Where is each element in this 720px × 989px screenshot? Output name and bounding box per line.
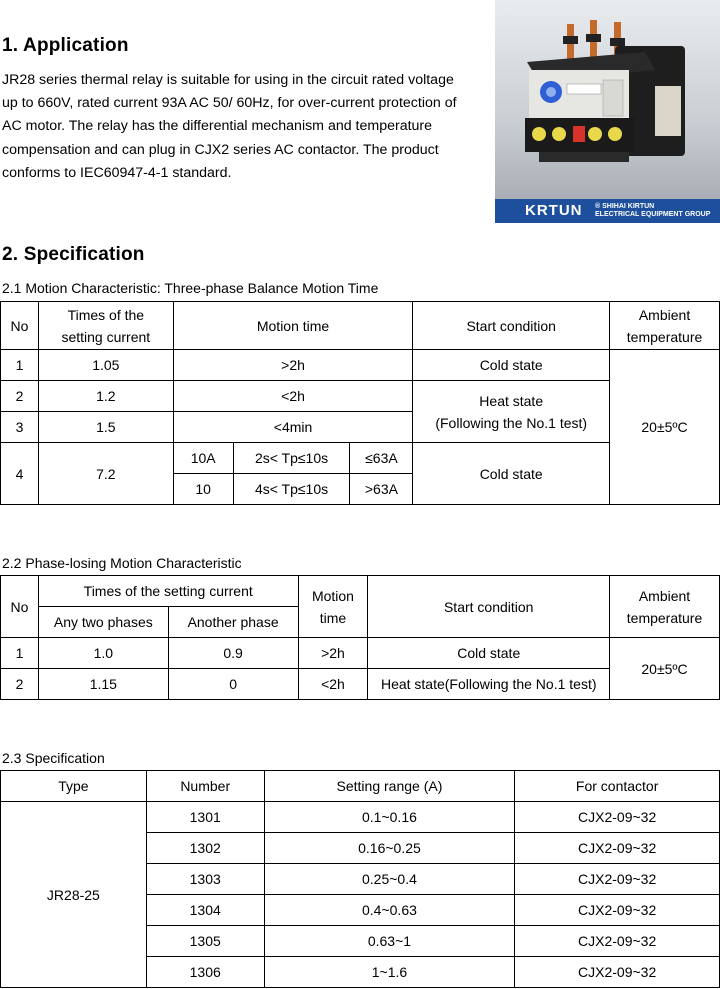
header-any-two-phases: Any two phases [38, 607, 168, 638]
cell-range: 0.16~0.25 [264, 833, 515, 864]
cell-range: 0.63~1 [264, 926, 515, 957]
cell-amp: >63A [350, 474, 413, 505]
cell-contactor: CJX2-09~32 [515, 957, 720, 988]
cell-current: 10 [173, 474, 233, 505]
brand-logo: KRTUN [525, 202, 583, 219]
cell-ambient: 20±5ºC [610, 350, 720, 505]
table-row [1, 638, 720, 669]
header-no: No [1, 302, 39, 350]
cell-start: Heat state (Following the No.1 test) [413, 381, 610, 443]
cell-number: 1303 [146, 864, 264, 895]
table2-caption: 2.2 Phase-losing Motion Characteristic [2, 555, 242, 571]
header-setting-range: Setting range (A) [264, 771, 515, 802]
cell-any: 1.0 [38, 638, 168, 669]
cell-times: 1.05 [38, 350, 173, 381]
header-ambient: Ambient temperature [610, 576, 720, 638]
header-motion-time: Motion time [298, 576, 368, 638]
paragraph-line: up to 660V, rated current 93A AC 50/ 60Hz, for over-current protection of [2, 95, 457, 112]
paragraph-line: conforms to IEC60947-4-1 standard. [2, 164, 232, 181]
cell-motion: >2h [298, 638, 368, 669]
cell-any: 1.15 [38, 669, 168, 700]
paragraph-line: AC motor. The relay has the differential mechanism and temperature [2, 118, 433, 135]
table1-caption: 2.1 Motion Characteristic: Three-phase Balance Motion Time [2, 280, 379, 296]
product-photo [495, 0, 720, 223]
header-another-phase: Another phase [168, 607, 298, 638]
cell-range: 1~1.6 [264, 957, 515, 988]
header-no: No [1, 576, 39, 638]
cell-number: 1304 [146, 895, 264, 926]
table-three-phase-balance [0, 301, 720, 505]
cell-times: 1.2 [38, 381, 173, 412]
header-number: Number [146, 771, 264, 802]
header-start-condition: Start condition [413, 302, 610, 350]
cell-no: 2 [1, 669, 39, 700]
cell-number: 1306 [146, 957, 264, 988]
cell-start: Cold state [413, 350, 610, 381]
cell-another: 0.9 [168, 638, 298, 669]
header-ambient: Ambient temperature [610, 302, 720, 350]
application-paragraph [2, 69, 492, 185]
cell-no: 4 [1, 443, 39, 505]
cell-motion: <2h [298, 669, 368, 700]
cell-start: Cold state [368, 638, 610, 669]
cell-contactor: CJX2-09~32 [515, 926, 720, 957]
paragraph-line: compensation and can plug in CJX2 series AC contactor. The product [2, 141, 439, 158]
cell-contactor: CJX2-09~32 [515, 802, 720, 833]
cell-contactor: CJX2-09~32 [515, 833, 720, 864]
section-application-title: 1. Application [2, 35, 129, 56]
cell-motion: >2h [173, 350, 413, 381]
header-motion-time: Motion time [173, 302, 413, 350]
brand-company: ® SHIHAI KIRTUN ELECTRICAL EQUIPMENT GROUP [595, 203, 711, 218]
header-start-condition: Start condition [368, 576, 610, 638]
header-type: Type [1, 771, 147, 802]
cell-times: 7.2 [38, 443, 173, 505]
cell-another: 0 [168, 669, 298, 700]
table-row [1, 802, 720, 833]
cell-range: 0.25~0.4 [264, 864, 515, 895]
cell-contactor: CJX2-09~32 [515, 864, 720, 895]
table-header-row [1, 576, 720, 607]
table-header-row [1, 771, 720, 802]
cell-contactor: CJX2-09~32 [515, 895, 720, 926]
table-specification [0, 770, 720, 988]
cell-tp: 4s< Tp≤10s [233, 474, 350, 505]
brand-bar [495, 199, 720, 223]
cell-no: 3 [1, 412, 39, 443]
header-for-contactor: For contactor [515, 771, 720, 802]
cell-current: 10A [173, 443, 233, 474]
cell-no: 2 [1, 381, 39, 412]
cell-number: 1301 [146, 802, 264, 833]
header-times: Times of the setting current [38, 302, 173, 350]
cell-no: 1 [1, 350, 39, 381]
cell-ambient: 20±5ºC [610, 638, 720, 700]
cell-motion: <2h [173, 381, 413, 412]
table-header-row [1, 302, 720, 350]
cell-range: 0.1~0.16 [264, 802, 515, 833]
cell-number: 1302 [146, 833, 264, 864]
cell-motion: <4min [173, 412, 413, 443]
cell-number: 1305 [146, 926, 264, 957]
paragraph-line: JR28 series thermal relay is suitable for using in the circuit rated voltage [2, 72, 454, 88]
cell-tp: 2s< Tp≤10s [233, 443, 350, 474]
header-times: Times of the setting current [38, 576, 298, 607]
thermal-relay-image [495, 0, 720, 199]
cell-amp: ≤63A [350, 443, 413, 474]
table-row [1, 350, 720, 381]
table3-caption: 2.3 Specification [2, 750, 105, 766]
table-phase-losing [0, 575, 720, 700]
cell-no: 1 [1, 638, 39, 669]
cell-start: Heat state(Following the No.1 test) [368, 669, 610, 700]
cell-times: 1.5 [38, 412, 173, 443]
cell-type: JR28-25 [1, 802, 147, 988]
cell-range: 0.4~0.63 [264, 895, 515, 926]
cell-start: Cold state [413, 443, 610, 505]
section-specification-title: 2. Specification [2, 244, 145, 265]
